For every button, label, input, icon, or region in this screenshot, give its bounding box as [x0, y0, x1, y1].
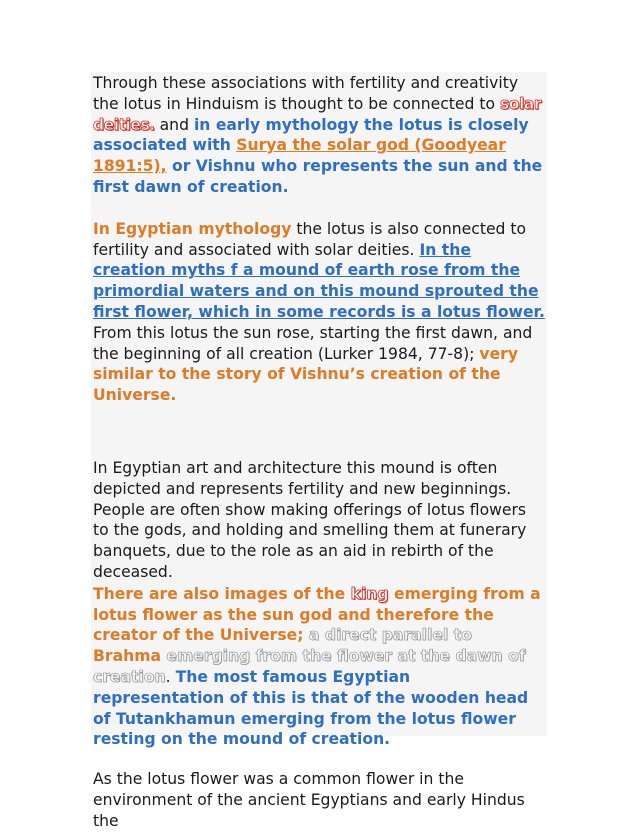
paragraph-egyptian-mythology [93, 219, 545, 406]
p1-vishnu: or Vishnu who represents the sun and the first dawn of creation. [93, 157, 543, 196]
paragraph-king-images [93, 584, 545, 750]
paragraph-lotus-common [93, 769, 545, 831]
p2-sun-rose: From this lotus the sun rose, starting the first dawn, and the beginning of all creation (Lurker 1984, 77-8); [93, 323, 533, 363]
p5-text: As the lotus flower was a common flower in the environment of the ancient Egyptians and early Hindus the [93, 770, 525, 830]
p4-brahma: Brahma [93, 647, 167, 666]
document-body [93, 73, 545, 832]
spacer [93, 198, 545, 219]
p4-emerging: emerging from a lotus flower as the sun god and therefore the creator of the Universe; [93, 584, 541, 645]
p1-and: and [154, 115, 194, 134]
p4-direct-parallel: a direct parallel to [308, 626, 472, 645]
p1-text: Through these associations with fertility and creativity the lotus in Hinduism is thought to be connected to [93, 74, 519, 113]
p4-images-of: There are also images of the [93, 584, 351, 603]
p2-text: the lotus is also connected to fertility and associated with solar deities. [93, 219, 527, 259]
p2-vishnu-creation: very similar to the story of Vishnu’s creation of the Universe. [93, 344, 519, 405]
p1-early-mythology: in early mythology the lotus is closely associated with [93, 115, 529, 155]
paragraph-hinduism [93, 73, 545, 198]
p4-period: . [165, 667, 176, 686]
p1-solar-deities: solar deities. [93, 94, 542, 134]
p4-tutankhamun: The most famous Egyptian representation of this is that of the wooden head of Tutankhamun emerging from the lotus flower resting on the mound of creation. [93, 667, 529, 749]
p4-king: king [350, 584, 389, 603]
p3-text: In Egyptian art and architecture this mound is often depicted and represents fertility and new beginnings. People are often show making offerings of lotus flowers to the gods, and holding and smelling them at funerary banquets, due to the role as an aid in rebirth of the deceased. [93, 458, 527, 581]
spacer [93, 750, 545, 769]
p4-emerging-flower: emerging from the flower at the dawn of creation [93, 647, 526, 686]
p2-egyptian-mythology: In Egyptian mythology [93, 219, 292, 238]
spacer [93, 406, 545, 458]
paragraph-egyptian-art [93, 458, 545, 583]
p2-creation-myths: In the creation myths f a mound of earth rose from the primordial waters and on this mound sprouted the first flower, which in some records is a lotus flower. [93, 240, 545, 321]
p1-surya: Surya the solar god (Goodyear 1891:5), [93, 136, 506, 176]
